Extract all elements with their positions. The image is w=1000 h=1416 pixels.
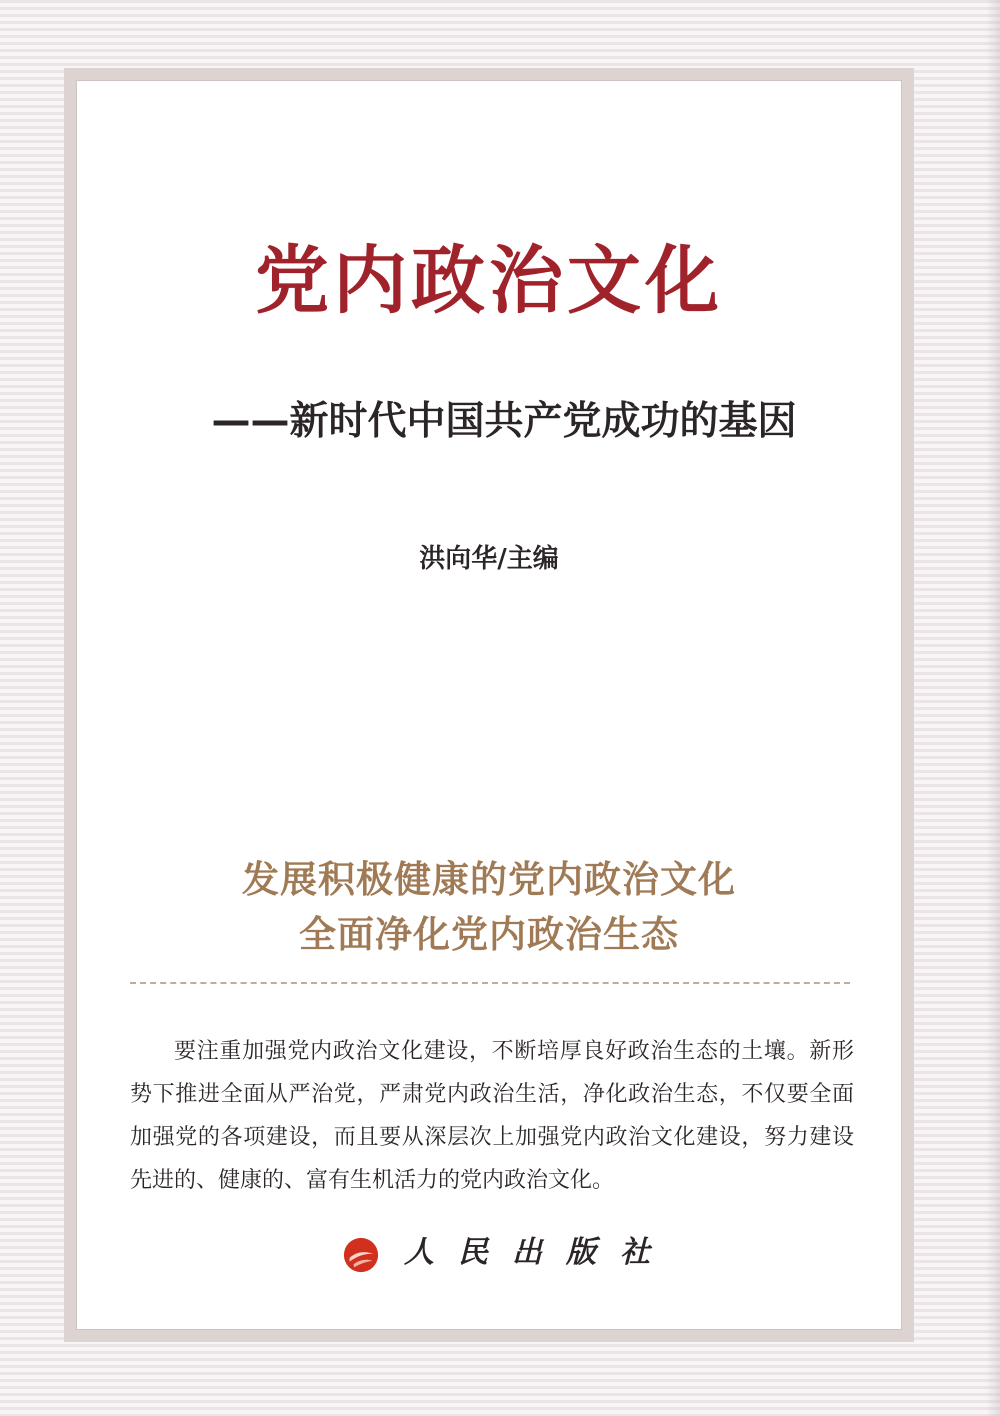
dashed-divider [130,982,850,984]
blurb-paragraph: 要注重加强党内政治文化建设，不断培厚良好政治生态的土壤。新形势下推进全面从严治党，严肃党内政治生活，净化政治生态，不仅要全面加强党的各项建设，而且要从深层次上加强党内政治文化建设，努力建设先进的、健康的、富有生机活力的党内政治文化。 [130,1039,854,1193]
publisher-name: 人民出版社 [404,1235,674,1270]
editor-credit: 洪向华/主编 [419,544,559,574]
publisher-block [342,1234,674,1280]
cover-frame [64,68,914,1342]
book-title: 党内政治文化 [255,238,723,324]
people-publishing-house-logo-icon [342,1236,380,1274]
book-subtitle: ——新时代中国共产党成功的基因 [211,399,797,444]
slogan-line-1: 发展积极健康的党内政治文化 [242,858,736,901]
page-edge-shadow [986,0,1000,1416]
slogan-line-2: 全面净化党内政治生态 [299,913,679,956]
